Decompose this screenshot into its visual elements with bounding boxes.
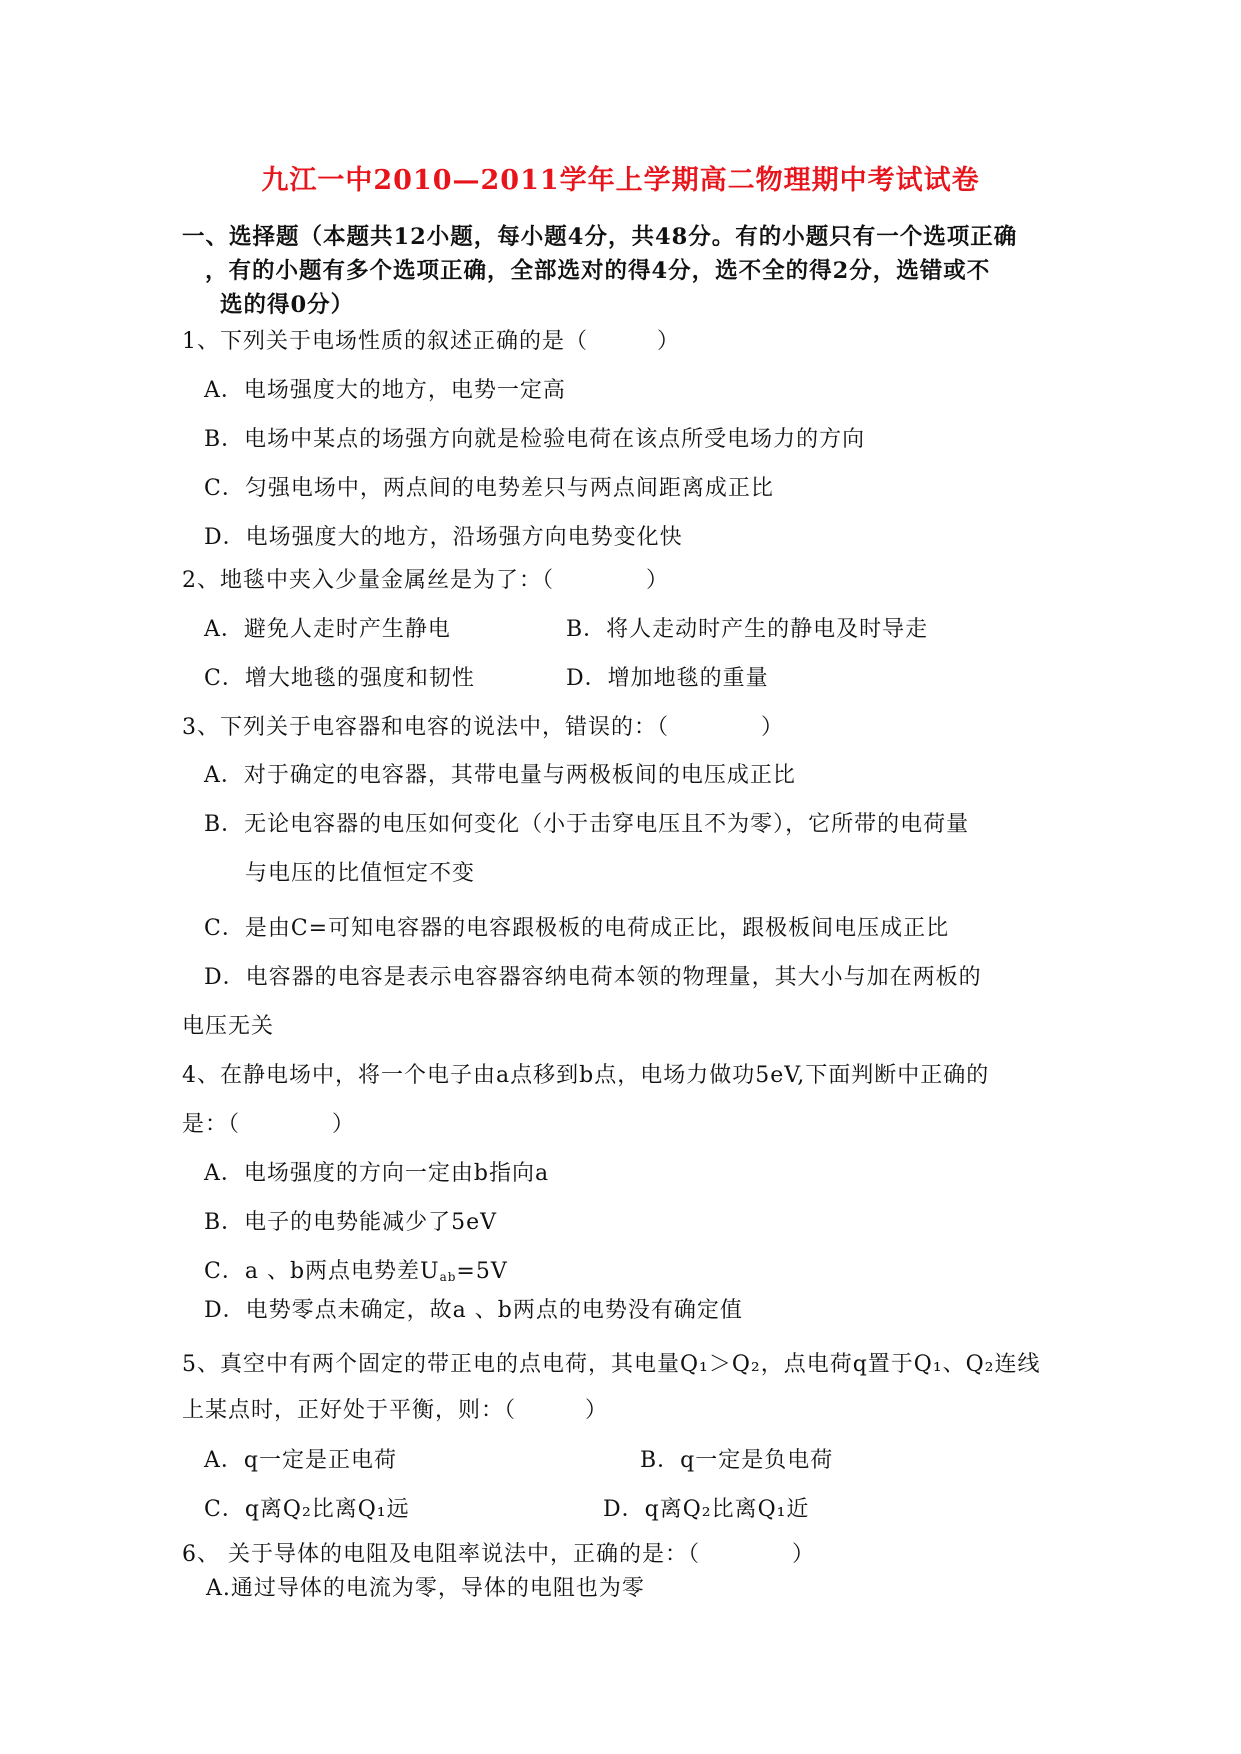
question-3-option-b-line1: B．无论电容器的电压如何变化（小于击穿电压且不为零），它所带的电荷量 — [204, 812, 970, 837]
question-1-option-a: A．电场强度大的地方，电势一定高 — [204, 378, 566, 403]
question-5-option-d: D．q离Q₂比离Q₁近 — [603, 1497, 810, 1522]
question-1-option-b: B．电场中某点的场强方向就是检验电荷在该点所受电场力的方向 — [204, 427, 866, 452]
question-2-option-d: D．增加地毯的重量 — [566, 666, 769, 691]
page-title: 九江一中2010—2011学年上学期高二物理期中考试试卷 — [261, 165, 980, 196]
question-4-option-c-value: =5V — [456, 1259, 508, 1284]
question-3-option-c: C．是由C=可知电容器的电容跟极板的电荷成正比，跟极板间电压成正比 — [204, 916, 950, 941]
question-6-stem: 6、 关于导体的电阻及电阻率说法中，正确的是：（ ） — [182, 1542, 815, 1567]
question-6-option-a: A.通过导体的电流为零，导体的电阻也为零 — [206, 1576, 645, 1601]
question-4-option-c-subscript: ab — [439, 1270, 457, 1284]
question-2-option-a: A．避免人走时产生静电 — [204, 617, 451, 642]
section-heading-line1: 一、选择题（本题共12小题，每小题4分，共48分。有的小题只有一个选项正确 — [182, 224, 1018, 250]
question-5-stem-line2: 上某点时，正好处于平衡，则：（ ） — [182, 1398, 609, 1423]
question-2-stem: 2、地毯中夹入少量金属丝是为了：（ ） — [182, 568, 669, 593]
question-4-option-a: A．电场强度的方向一定由b指向a — [204, 1161, 550, 1186]
question-2-option-b: B．将人走动时产生的静电及时导走 — [566, 617, 929, 642]
question-1-stem: 1、下列关于电场性质的叙述正确的是（ ） — [182, 329, 680, 354]
section-heading-line3: 选的得0分） — [220, 292, 355, 318]
question-4-stem-line1: 4、在静电场中，将一个电子由a点移到b点，电场力做功5eV,下面判断中正确的 — [182, 1063, 990, 1088]
question-3-option-d-line1: D．电容器的电容是表示电容器容纳电荷本领的物理量，其大小与加在两板的 — [204, 965, 982, 990]
question-5-option-c: C．q离Q₂比离Q₁远 — [204, 1497, 410, 1522]
question-5-option-b: B．q一定是负电荷 — [640, 1448, 834, 1473]
question-3-option-d-line2: 电压无关 — [182, 1014, 275, 1039]
section-heading-line2: ，有的小题有多个选项正确，全部选对的得4分，选不全的得2分，选错或不 — [205, 258, 991, 284]
question-3-option-b-line2: 与电压的比值恒定不变 — [245, 861, 476, 886]
question-3-stem: 3、下列关于电容器和电容的说法中，错误的：（ ） — [182, 715, 784, 740]
question-3-option-a: A．对于确定的电容器，其带电量与两极板间的电压成正比 — [204, 763, 796, 788]
question-2-option-c: C．增大地毯的强度和韧性 — [204, 666, 475, 691]
question-4-option-c-text: C．a 、b两点电势差U — [204, 1259, 440, 1284]
question-4-option-c — [204, 1257, 508, 1292]
question-4-stem-line2: 是：（ ） — [182, 1112, 356, 1137]
question-5-option-a: A．q一定是正电荷 — [204, 1448, 397, 1473]
question-4-option-d: D．电势零点未确定，故a 、b两点的电势没有确定值 — [204, 1298, 743, 1323]
question-4-option-b: B．电子的电势能减少了5eV — [204, 1210, 498, 1235]
question-1-option-c: C．匀强电场中，两点间的电势差只与两点间距离成正比 — [204, 476, 774, 501]
question-5-stem-line1: 5、真空中有两个固定的带正电的点电荷，其电量Q₁＞Q₂，点电荷q置于Q₁、Q₂连线 — [182, 1352, 1041, 1377]
question-1-option-d: D．电场强度大的地方，沿场强方向电势变化快 — [204, 525, 683, 550]
